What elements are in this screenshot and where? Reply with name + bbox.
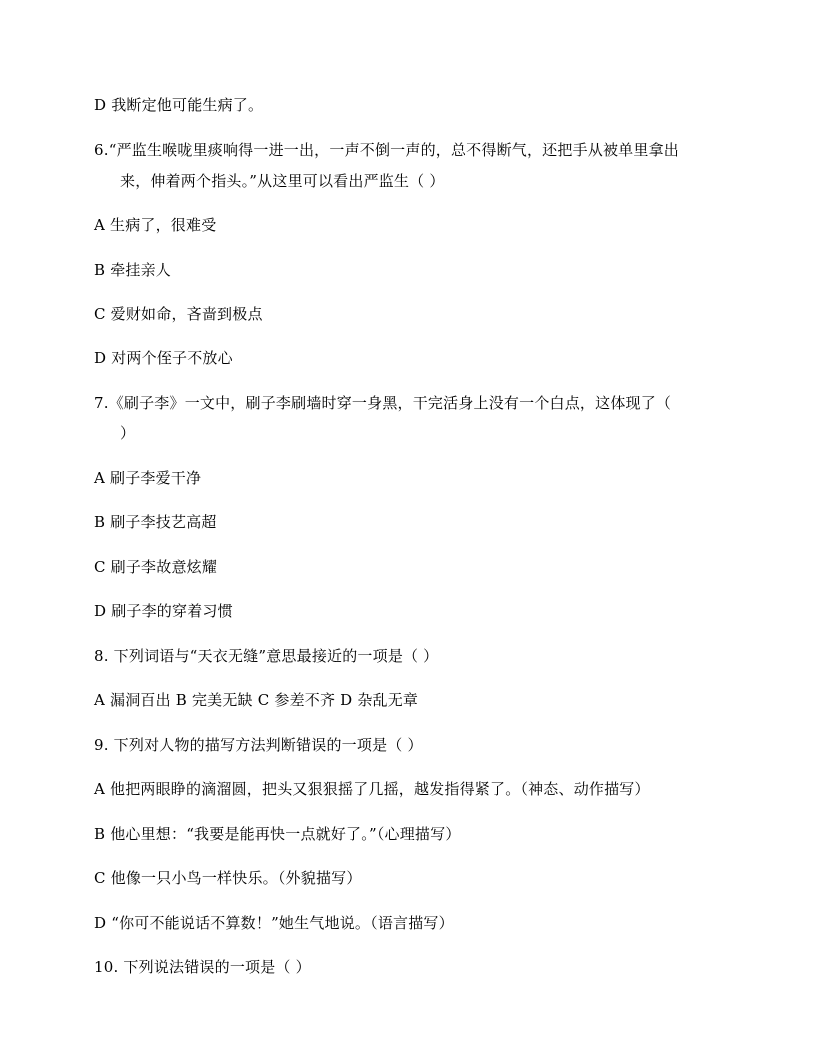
q9-option-d: D “你可不能说话不算数！”她生气地说。（语言描写） — [94, 914, 454, 932]
q8-stem: 8. 下列词语与“天衣无缝”意思最接近的一项是（ ） — [94, 647, 439, 665]
q6-option-c: C 爱财如命，吝啬到极点 — [94, 305, 263, 323]
q10-stem: 10. 下列说法错误的一项是（ ） — [94, 958, 311, 976]
q8-options: A 漏洞百出 B 完美无缺 C 参差不齐 D 杂乱无章 — [94, 691, 419, 709]
q6-option-b: B 牵挂亲人 — [94, 261, 171, 279]
q9-stem: 9. 下列对人物的描写方法判断错误的一项是（ ） — [94, 736, 423, 754]
q6-stem-line-2: 来，伸着两个指头。”从这里可以看出严监生（ ） — [120, 172, 445, 190]
q6-stem-line-1: 6.“严监生喉咙里痰响得一进一出，一声不倒一声的，总不得断气，还把手从被单里拿出 — [94, 141, 679, 159]
q6-option-d: D 对两个侄子不放心 — [94, 349, 233, 367]
q7-option-b: B 刷子李技艺高超 — [94, 513, 217, 531]
q7-option-d: D 刷子李的穿着习惯 — [94, 602, 233, 620]
q7-option-c: C 刷子李故意炫耀 — [94, 558, 218, 576]
q9-option-b: B 他心里想：“我要是能再快一点就好了。”（心理描写） — [94, 825, 461, 843]
q9-option-a: A 他把两眼睁的滴溜圆，把头又狠狠摇了几摇，越发指得紧了。（神态、动作描写） — [94, 780, 650, 798]
q9-option-c: C 他像一只小鸟一样快乐。（外貌描写） — [94, 869, 362, 887]
q5-option-d: D 我断定他可能生病了。 — [94, 96, 264, 114]
q7-stem-line-2: ） — [120, 424, 136, 442]
q7-option-a: A 刷子李爱干净 — [94, 469, 202, 487]
q7-stem-line-1: 7.《刷子李》一文中，刷子李刷墙时穿一身黑，干完活身上没有一个白点，这体现了（ — [94, 394, 672, 412]
q6-option-a: A 生病了，很难受 — [94, 216, 217, 234]
